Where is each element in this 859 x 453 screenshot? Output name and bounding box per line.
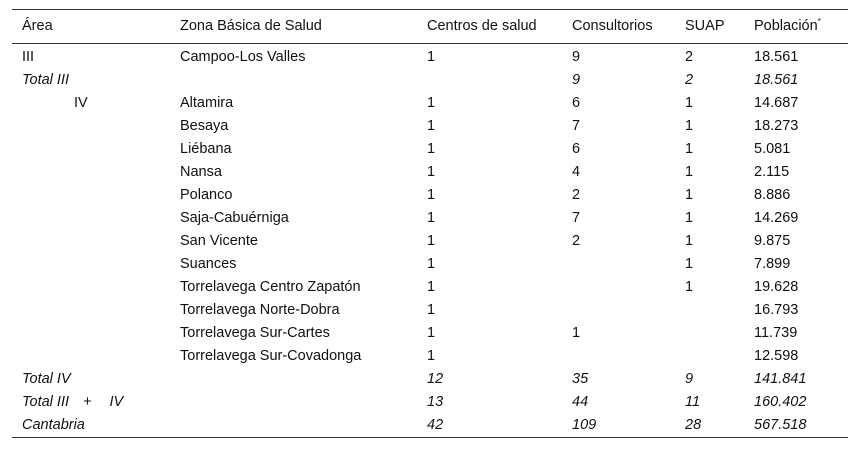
cell-poblacion: 567.518 bbox=[744, 414, 848, 438]
cell-centros: 1 bbox=[427, 279, 436, 295]
cell-centros bbox=[417, 69, 562, 92]
cell-zona: Torrelavega Centro Zapatón bbox=[180, 279, 361, 295]
table-row bbox=[12, 161, 848, 184]
cell-centros: 1 bbox=[427, 210, 436, 226]
table-row bbox=[12, 184, 848, 207]
cell-suap bbox=[675, 345, 744, 368]
plus-sign: + bbox=[83, 394, 92, 410]
cell-suap: 1 bbox=[685, 210, 694, 226]
cell-zona: Suances bbox=[180, 256, 237, 272]
cell-centros: 1 bbox=[427, 95, 436, 111]
cell-zona bbox=[170, 391, 417, 414]
table-row bbox=[12, 207, 848, 230]
cell-consultorios: 44 bbox=[572, 394, 589, 410]
cell-centros: 1 bbox=[427, 302, 436, 318]
cell-consultorios: 9 bbox=[572, 72, 581, 88]
cell-consultorios: 9 bbox=[572, 49, 581, 65]
cell-centros: 1 bbox=[427, 49, 436, 65]
cell-poblacion: 2.115 bbox=[754, 164, 790, 180]
health-table-container bbox=[12, 9, 848, 438]
header-consultorios: Consultorios bbox=[562, 10, 675, 44]
cell-area bbox=[12, 230, 170, 253]
cell-suap: 1 bbox=[685, 95, 694, 111]
table-row bbox=[12, 345, 848, 368]
cell-area: III bbox=[22, 49, 35, 65]
cell-suap: 1 bbox=[685, 118, 694, 134]
cell-zona: Campoo-Los Valles bbox=[180, 49, 306, 65]
cell-zona: Torrelavega Sur-Covadonga bbox=[180, 348, 362, 364]
cell-consultorios bbox=[562, 345, 675, 368]
total-row bbox=[12, 414, 848, 438]
cell-zona: Besaya bbox=[180, 118, 229, 134]
cell-suap: 1 bbox=[685, 141, 694, 157]
cell-area bbox=[12, 184, 170, 207]
cell-suap bbox=[675, 299, 744, 322]
cell-centros: 1 bbox=[427, 348, 436, 364]
cell-centros: 1 bbox=[427, 118, 436, 134]
cell-area bbox=[12, 207, 170, 230]
table-row bbox=[12, 92, 848, 115]
cell-area bbox=[12, 253, 170, 276]
cell-poblacion: 7.899 bbox=[754, 256, 791, 272]
cell-suap: 2 bbox=[685, 72, 694, 88]
cell-consultorios bbox=[562, 299, 675, 322]
cell-suap: 1 bbox=[685, 279, 694, 295]
cell-zona: Polanco bbox=[180, 187, 233, 203]
cell-centros: 1 bbox=[427, 141, 436, 157]
cell-centros: 1 bbox=[427, 256, 436, 272]
cell-zona: Torrelavega Norte-Dobra bbox=[180, 302, 340, 318]
table-row bbox=[12, 299, 848, 322]
cell-area bbox=[12, 345, 170, 368]
cell-poblacion: 18.561 bbox=[754, 72, 799, 88]
header-centros: Centros de salud bbox=[417, 10, 562, 44]
cell-poblacion: 16.793 bbox=[754, 302, 799, 318]
cell-centros: 1 bbox=[427, 233, 436, 249]
cell-zona: Torrelavega Sur-Cartes bbox=[180, 325, 330, 341]
cell-poblacion: 160.402 bbox=[754, 394, 807, 410]
cell-area: Cantabria bbox=[12, 414, 170, 438]
cell-poblacion: 12.598 bbox=[754, 348, 799, 364]
cell-consultorios: 2 bbox=[572, 187, 581, 203]
cell-consultorios: 4 bbox=[572, 164, 581, 180]
total-row bbox=[12, 69, 848, 92]
cell-poblacion: 9.875 bbox=[754, 233, 791, 249]
cell-area: IV bbox=[74, 95, 88, 111]
cell-area-part-b: IV bbox=[109, 394, 124, 410]
cell-area: Total III bbox=[22, 72, 70, 88]
cell-suap: 1 bbox=[685, 256, 694, 272]
table-header-row bbox=[12, 10, 848, 44]
cell-poblacion: 19.628 bbox=[754, 279, 799, 295]
cell-area bbox=[12, 391, 170, 414]
cell-suap: 28 bbox=[675, 414, 744, 438]
cell-suap: 11 bbox=[685, 394, 701, 410]
cell-zona: Nansa bbox=[180, 164, 222, 180]
table-row bbox=[12, 115, 848, 138]
cell-area bbox=[12, 115, 170, 138]
cell-consultorios: 109 bbox=[562, 414, 675, 438]
cell-poblacion: 14.687 bbox=[754, 95, 799, 111]
cell-suap: 1 bbox=[685, 187, 694, 203]
cell-area bbox=[12, 299, 170, 322]
cell-poblacion: 18.273 bbox=[754, 118, 799, 134]
header-zona: Zona Básica de Salud bbox=[170, 10, 417, 44]
total-row bbox=[12, 391, 848, 414]
cell-consultorios: 2 bbox=[572, 233, 581, 249]
cell-suap: 2 bbox=[685, 49, 694, 65]
health-centers-table bbox=[12, 9, 848, 438]
cell-consultorios bbox=[562, 276, 675, 299]
cell-zona: Saja-Cabuérniga bbox=[180, 210, 289, 226]
cell-consultorios: 6 bbox=[572, 95, 581, 111]
cell-zona: Altamira bbox=[180, 95, 234, 111]
table-row bbox=[12, 253, 848, 276]
cell-centros: 1 bbox=[427, 187, 436, 203]
cell-poblacion: 11.739 bbox=[754, 325, 798, 341]
cell-suap bbox=[675, 322, 744, 345]
table-row bbox=[12, 230, 848, 253]
cell-poblacion: 14.269 bbox=[754, 210, 799, 226]
cell-area: Total IV bbox=[22, 371, 71, 387]
cell-zona bbox=[170, 368, 417, 391]
cell-zona: Liébana bbox=[180, 141, 232, 157]
cell-zona bbox=[170, 414, 417, 438]
cell-centros: 1 bbox=[427, 164, 436, 180]
cell-consultorios: 7 bbox=[572, 118, 581, 134]
cell-suap: 1 bbox=[685, 233, 694, 249]
cell-poblacion: 8.886 bbox=[754, 187, 791, 203]
header-poblacion-label: Población bbox=[754, 18, 818, 34]
cell-area bbox=[12, 161, 170, 184]
cell-suap: 1 bbox=[685, 164, 694, 180]
table-row bbox=[12, 276, 848, 299]
table-row bbox=[12, 44, 848, 70]
cell-centros: 42 bbox=[417, 414, 562, 438]
header-suap: SUAP bbox=[675, 10, 744, 44]
header-poblacion bbox=[744, 10, 848, 44]
header-area: Área bbox=[12, 10, 170, 44]
cell-zona: San Vicente bbox=[180, 233, 258, 249]
cell-area-part-a: Total III bbox=[22, 394, 70, 410]
cell-centros: 1 bbox=[427, 325, 436, 341]
cell-poblacion: 5.081 bbox=[754, 141, 791, 157]
table-row bbox=[12, 138, 848, 161]
footnote-marker: * bbox=[817, 17, 821, 27]
cell-poblacion: 141.841 bbox=[754, 371, 807, 387]
cell-consultorios: 35 bbox=[572, 371, 589, 387]
total-row bbox=[12, 368, 848, 391]
cell-zona bbox=[170, 69, 417, 92]
cell-area bbox=[12, 276, 170, 299]
cell-centros: 13 bbox=[427, 394, 444, 410]
cell-suap: 9 bbox=[685, 371, 694, 387]
cell-consultorios: 1 bbox=[572, 325, 581, 341]
cell-consultorios: 6 bbox=[572, 141, 581, 157]
table-row bbox=[12, 322, 848, 345]
cell-area bbox=[12, 138, 170, 161]
cell-consultorios bbox=[562, 253, 675, 276]
cell-consultorios: 7 bbox=[572, 210, 581, 226]
cell-centros: 12 bbox=[427, 371, 444, 387]
cell-area bbox=[12, 322, 170, 345]
cell-poblacion: 18.561 bbox=[754, 49, 799, 65]
